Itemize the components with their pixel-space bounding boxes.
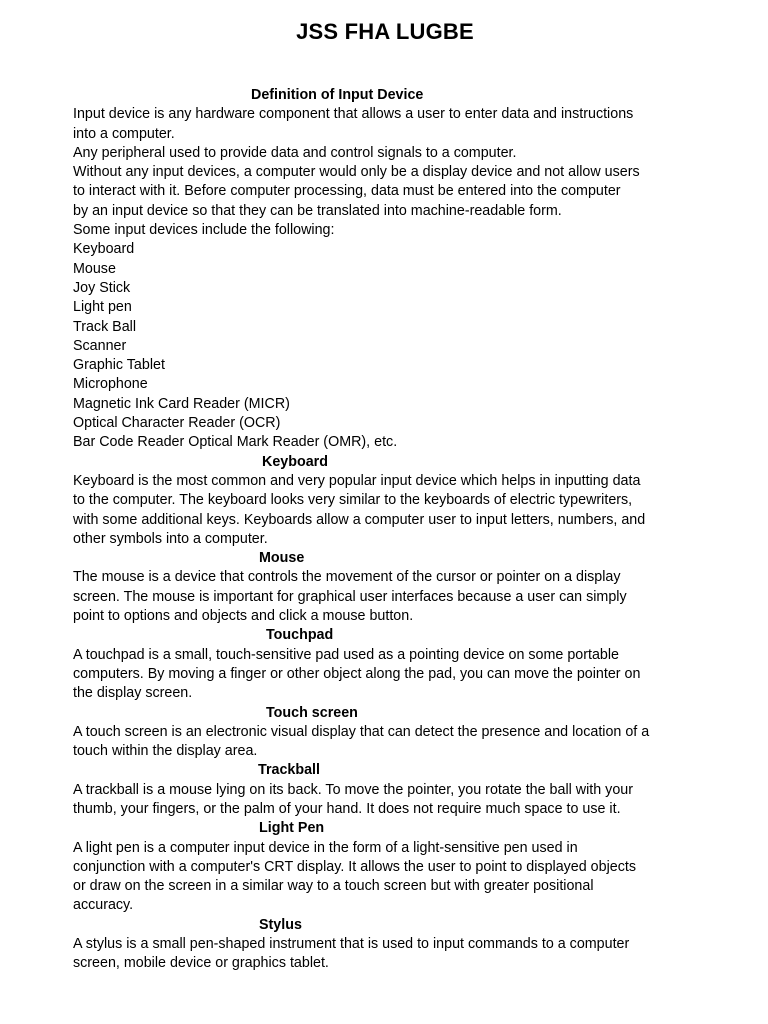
paragraph-line: thumb, your fingers, or the palm of your hand. It does not require much space to use it. [73,800,621,817]
device-list-item: Microphone [73,376,148,393]
paragraph-line: to the computer. The keyboard looks very similar to the keyboards of electric typewriters, [73,492,633,509]
paragraph-line: with some additional keys. Keyboards allow a computer user to input letters, numbers, and [73,511,646,528]
device-list-item: Track Ball [73,318,137,335]
device-list-item: Magnetic Ink Card Reader (MICR) [73,395,290,412]
paragraph-line: Any peripheral used to provide data and control signals to a computer. [73,144,517,161]
paragraph-line: Without any input devices, a computer would only be a display device and not allow users [73,164,640,181]
heading-touch-screen: Touch screen [266,704,358,721]
paragraph-line: accuracy. [73,897,134,914]
paragraph-line: screen, mobile device or graphics tablet. [73,955,329,972]
paragraph-line: point to options and objects and click a mouse button. [73,608,414,625]
heading-mouse: Mouse [259,550,305,567]
device-list-item: Optical Character Reader (OCR) [73,415,281,432]
device-list-item: Joy Stick [73,279,131,296]
paragraph-line: A trackball is a mouse lying on its back. To move the pointer, you rotate the ball with your [73,781,633,798]
device-list-item: Graphic Tablet [73,357,165,374]
heading-trackball: Trackball [258,762,320,779]
document-body [73,86,713,974]
paragraph-line: to interact with it. Before computer processing, data must be entered into the computer [73,183,621,200]
paragraph-line: or draw on the screen in a similar way to a touch screen but with greater positional [73,878,594,895]
paragraph-line: the display screen. [73,685,193,702]
device-list-item: Keyboard [73,241,135,258]
paragraph-line: conjunction with a computer's CRT display. It allows the user to point to displayed objects [73,858,636,875]
paragraph-line: other symbols into a computer. [73,530,268,547]
heading-keyboard: Keyboard [262,453,328,470]
paragraph-line: screen. The mouse is important for graphical user interfaces because a user can simply [73,588,627,605]
paragraph-line: Some input devices include the following: [73,222,335,239]
heading-touchpad: Touchpad [266,627,334,644]
paragraph-line: touch within the display area. [73,743,258,760]
paragraph-line: A stylus is a small pen-shaped instrument that is used to input commands to a computer [73,936,630,953]
heading-stylus: Stylus [259,916,302,933]
paragraph-line: A touchpad is a small, touch-sensitive pad used as a pointing device on some portable [73,646,619,663]
paragraph-line: by an input device so that they can be translated into machine-readable form. [73,202,562,219]
heading-definition: Definition of Input Device [251,87,424,103]
paragraph-line: Keyboard is the most common and very popular input device which helps in inputting data [73,472,641,489]
heading-light-pen: Light Pen [259,820,325,837]
paragraph-line: A light pen is a computer input device in the form of a light-sensitive pen used in [73,839,578,856]
paragraph-line: Input device is any hardware component that allows a user to enter data and instructions [73,106,634,123]
device-list-item: Light pen [73,299,132,316]
device-list-item: Bar Code Reader Optical Mark Reader (OMR), etc. [73,434,398,451]
device-list-item: Scanner [73,337,127,354]
paragraph-line: into a computer. [73,125,175,142]
paragraph-line: computers. By moving a finger or other object along the pad, you can move the pointer on [73,665,641,682]
paragraph-line: A touch screen is an electronic visual display that can detect the presence and location of a [73,723,650,740]
document-title: JSS FHA LUGBE [296,19,474,44]
device-list-item: Mouse [73,260,116,277]
paragraph-line: The mouse is a device that controls the movement of the cursor or pointer on a display [73,569,621,586]
